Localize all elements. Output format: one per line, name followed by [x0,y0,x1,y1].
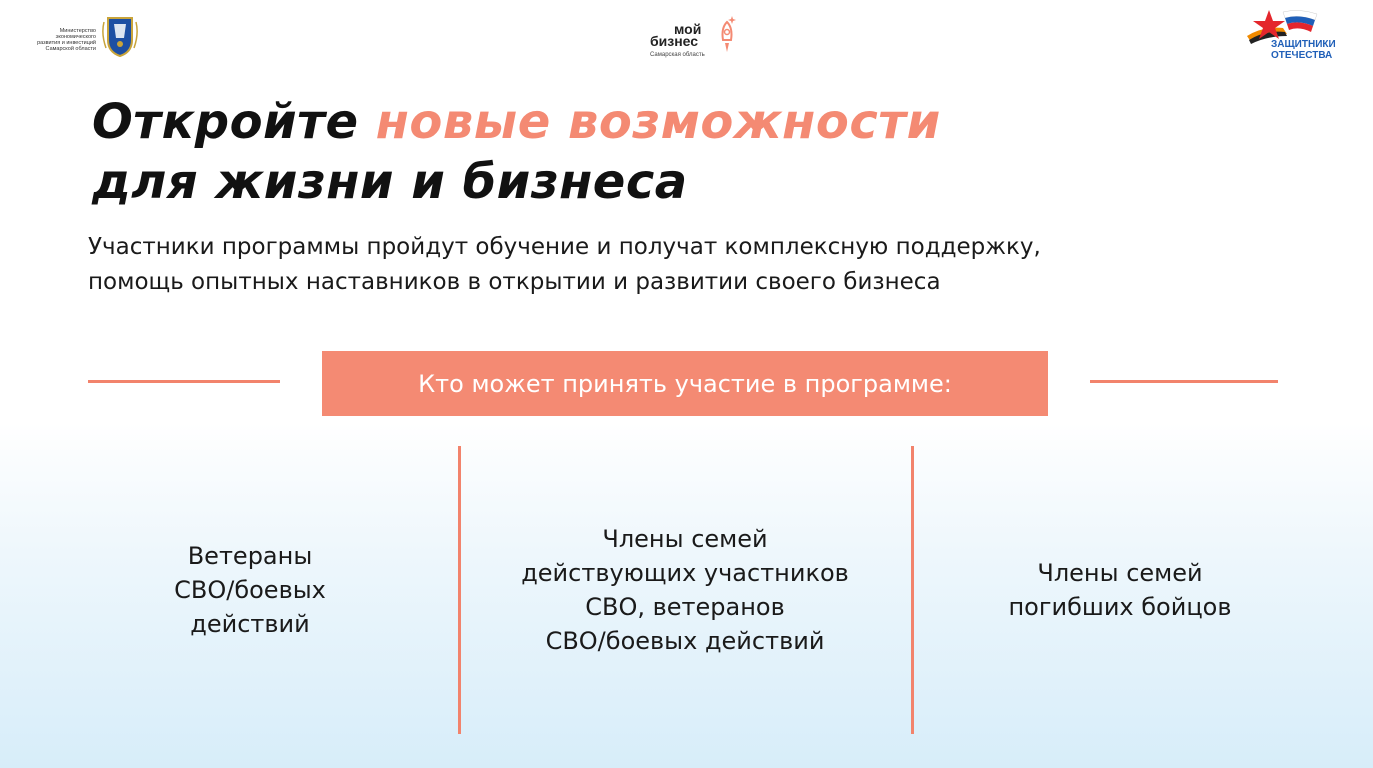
eligible-group-families-active [470,446,900,734]
ministry-logo [30,12,150,62]
rocket-icon [716,14,738,56]
right-rule [1090,380,1278,383]
column-divider [911,446,914,734]
moy-biznes-logo [648,14,740,62]
headline-line2: для жизни и бизнеса [92,154,688,210]
ministry-name-line: Самарской области [45,46,96,52]
banner-label: Кто может принять участие в программе: [418,369,952,398]
eligible-group-text: Ветераны СВО/боевых действий [174,542,326,638]
column-divider [458,446,461,734]
eligible-group-families-fallen [960,446,1280,734]
headline-line1 [92,92,941,152]
eligible-group-veterans [120,446,380,734]
ministry-name-line: Министерство [59,28,96,34]
eligible-group-text: Члены семей погибших бойцов [1008,559,1232,621]
headline [92,92,941,212]
zashchitniki-line2: ОТЕЧЕСТВА [1271,50,1333,61]
intro-paragraph: Участники программы пройдут обучение и получат комплексную поддержку, помощь опытных наставников в открытии и развитии своего бизнеса [88,234,1041,295]
brand-name-line1: мой [674,21,702,37]
ministry-name-line: экономического [55,34,96,40]
brand-name-line2: бизнес [650,33,699,49]
ministry-name-line: развития и инвестиций [37,40,96,46]
zashchitniki-line1: ЗАЩИТНИКИ [1271,39,1336,50]
brand-region: Самарская область [650,52,705,58]
ministry-name [30,28,96,52]
headline-part1: Откройте [92,94,376,150]
headline-accent: новые возможности [375,94,941,150]
participants-banner [322,351,1048,416]
left-rule [88,380,280,383]
eligible-group-text: Члены семей действующих участников СВО, ветеранов СВО/боевых действий [521,525,849,655]
samara-coat-of-arms-icon [100,14,140,58]
zashchitniki-logo [1243,6,1353,66]
